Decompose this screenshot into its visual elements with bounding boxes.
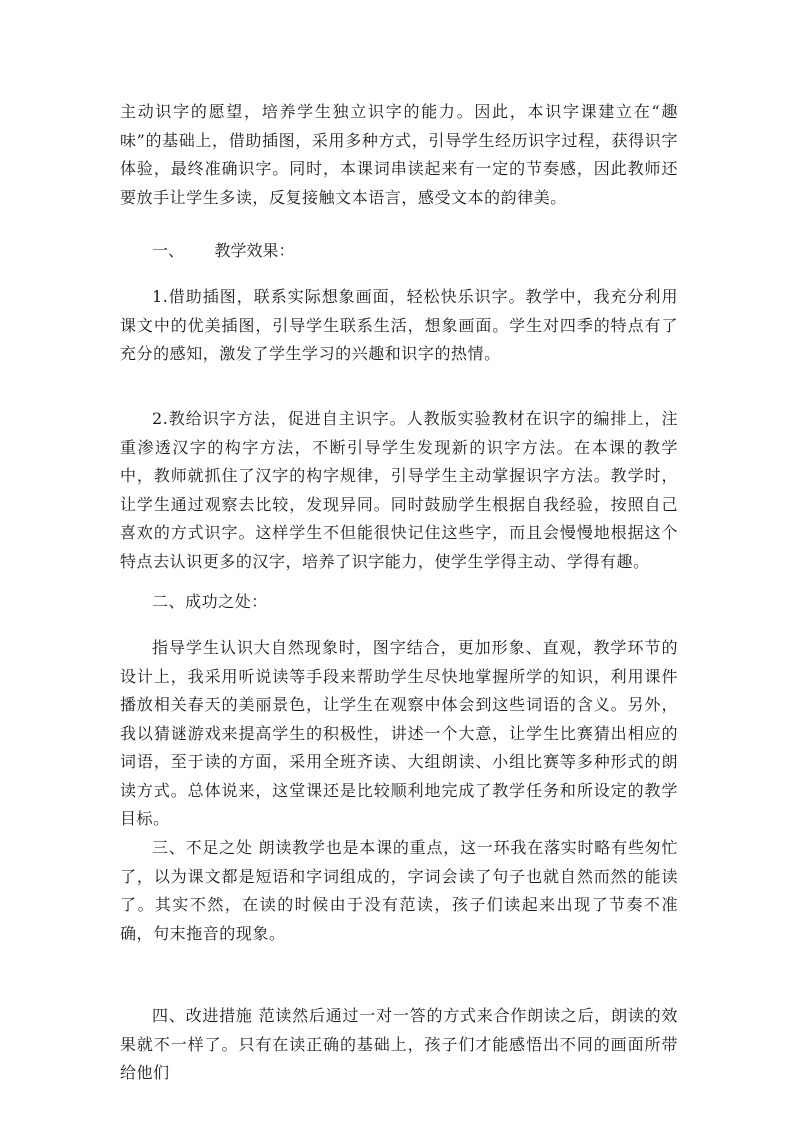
- paragraph-text: 1.借助插图，联系实际想象画面，轻松快乐识字。教学中，我充分利用课文中的优美插图，引导学生联系生活，想象画面。学生对四季的特点有了充分的感知，激发了学生学习的兴趣和识字的热情。: [120, 287, 678, 363]
- paragraph-effect-1: [120, 283, 678, 369]
- paragraph-text: 三、不足之处 朗读教学也是本课的重点，这一环我在落实时略有些匆忙了，以为课文都是短语和字词组成的，字词会读了句子也就自然而然的能读了。其实不然，在读的时候由于没有范读，孩子们读起来出现了节奏不准确，句末拖音的现象。: [120, 838, 678, 943]
- paragraph-intro: [120, 98, 678, 212]
- heading-number: 一、: [152, 241, 185, 260]
- paragraph-text: 2.教给识字方法，促进自主识字。人教版实验教材在识字的编排上，注重渗透汉字的构字方法，不断引导学生发现新的识字方法。在本课的教学中，教师就抓住了汉字的构字规律，引导学生主动掌握识字方法。教学时，让学生通过观察去比较，发现异同。同时鼓励学生根据自我经验，按照自己喜欢的方式识字。这样学生不但能很快记住这些字，而且会慢慢地根据这个特点去认识更多的汉字，培养了识字能力，使学生学得主动、学得有趣。: [120, 409, 678, 571]
- paragraph-improvements: [120, 1002, 678, 1088]
- heading-title: 教学效果：: [214, 241, 295, 260]
- paragraph-effect-2: [120, 405, 678, 576]
- heading-title: 二、成功之处：: [152, 592, 268, 611]
- section-heading-teaching-effect: [152, 238, 295, 261]
- section-heading-success: [120, 588, 678, 617]
- paragraph-text: 四、改进措施 范读然后通过一对一答的方式来合作朗读之后，朗读的效果就不一样了。只有在读正确的基础上，孩子们才能感悟出不同的画面所带给他们: [120, 1006, 678, 1082]
- paragraph-success: [120, 634, 678, 834]
- paragraph-shortcomings: [120, 834, 678, 948]
- paragraph-text: 主动识字的愿望，培养学生独立识字的能力。因此，本识字课建立在“趣味”的基础上，借助插图，采用多种方式，引导学生经历识字过程，获得识字体验，最终准确识字。同时，本课词串读起来有一定的节奏感，因此教师还要放手让学生多读，反复接触文本语言，感受文本的韵律美。: [120, 102, 678, 207]
- paragraph-text: 指导学生认识大自然现象时，图字结合，更加形象、直观，教学环节的设计上，我采用听说读等手段来帮助学生尽快地掌握所学的知识，利用课件播放相关春天的美丽景色，让学生在观察中体会到这些词语的含义。另外，我以猜谜游戏来提高学生的积极性，讲述一个大意，让学生比赛猜出相应的词语，至于读的方面，采用全班齐读、大组朗读、小组比赛等多种形式的朗读方式。总体说来，这堂课还是比较顺利地完成了教学任务和所设定的教学目标。: [120, 638, 678, 828]
